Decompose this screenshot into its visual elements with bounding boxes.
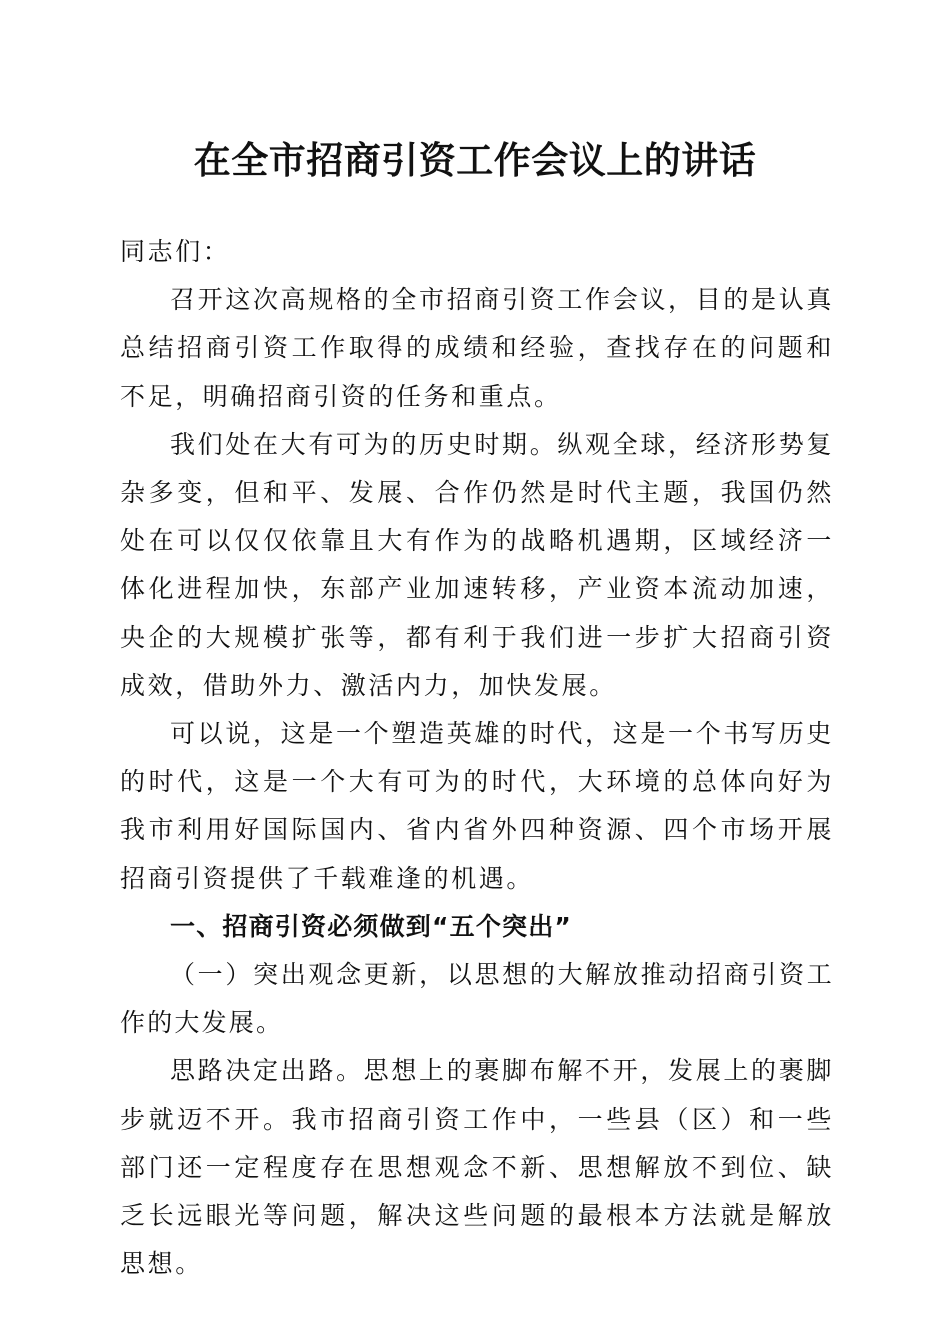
section-heading: 一、招商引资必须做到“五个突出” (170, 911, 573, 941)
document-body (120, 228, 834, 1288)
document-title: 在全市招商引资工作会议上的讲话 (193, 138, 757, 182)
subsection-heading: （一）突出观念更新，以思想的大解放推动招商引资工作的大发展。 (120, 960, 834, 1038)
paragraph-1: 召开这次高规格的全市招商引资工作会议，目的是认真总结招商引资工作取得的成绩和经验，查找存在的问题和不足，明确招商引资的任务和重点。 (120, 285, 834, 411)
paragraph-3: 可以说，这是一个塑造英雄的时代，这是一个书写历史的时代，这是一个大有可为的时代，大环境的总体向好为我市利用好国际国内、省内省外四种资源、四个市场开展招商引资提供了千载难逢的机遇。 (120, 719, 834, 893)
salutation: 同志们： (120, 237, 231, 266)
paragraph-2: 我们处在大有可为的历史时期。纵观全球，经济形势复杂多变，但和平、发展、合作仍然是时代主题，我国仍然处在可以仅仅依靠且大有作为的战略机遇期，区域经济一体化进程加快，东部产业加速转移，产业资本流动加速，央企的大规模扩张等，都有利于我们进一步扩大招商引资成效，借助外力、激活内力，加快发展。 (120, 429, 834, 700)
section-paragraph: 思路决定出路。思想上的裹脚布解不开，发展上的裹脚步就迈不开。我市招商引资工作中，一些县（区）和一些部门还一定程度存在思想观念不新、思想解放不到位、缺乏长远眼光等问题，解决这些问题的最根本方法就是解放思想。 (120, 1056, 834, 1279)
